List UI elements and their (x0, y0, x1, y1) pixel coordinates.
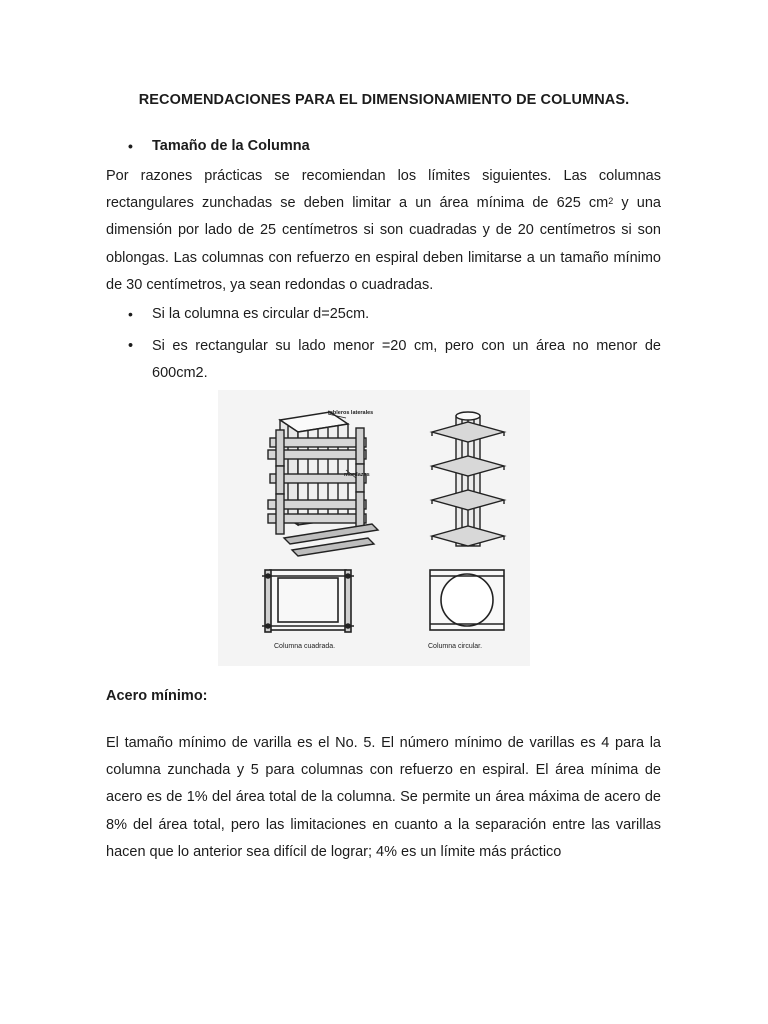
bullet-text: Si es rectangular su lado menor =20 cm, pero con un área no menor de 600cm2. (152, 338, 661, 382)
column-size-paragraph (106, 163, 661, 299)
bullet-text: Si la columna es circular d=25cm. (152, 306, 370, 322)
superscript-two: 2 (608, 196, 614, 207)
column-formwork-figure (218, 390, 530, 666)
square-column-drawing (268, 412, 378, 556)
label-columna-circular: Columna circular. (428, 643, 483, 650)
circular-column-plan (430, 570, 504, 630)
bullet-icon: • (128, 306, 133, 322)
bullet-icon: • (128, 138, 133, 154)
page-title: RECOMENDACIONES PARA EL DIMENSIONAMIENTO DE COLUMNAS. (138, 92, 630, 108)
formwork-illustration (218, 390, 530, 666)
paragraph-text-b: y una dimensión por lado de 25 centímetros si son cuadradas y de 20 centímetros si son oblongas. Las columnas con refuerzo en espiral deben limitarse a un tamaño mínimo de 30 centímetros, ya sean redondas o cuadradas. (106, 195, 661, 293)
label-columna-cuadrada: Columna cuadrada. (274, 643, 336, 650)
paragraph-text-a: Por razones prácticas se recomiendan los límites siguientes. Las columnas rectangulares zunchadas se deben limitar a un área mínima de 625 cm (106, 168, 661, 212)
circular-column-drawing (432, 412, 504, 546)
square-column-plan (262, 570, 354, 632)
min-steel-paragraph: El tamaño mínimo de varilla es el No. 5. El número mínimo de varillas es 4 para la columna zunchada y 5 para columnas con refuerzo en espiral. El área mínima de acero es de 1% del área total de la columna. Se permite un área máxima de acero de 8% del área total, pero las limitaciones en cuanto a la separación entre las varillas hacen que lo anterior sea difícil de lograr; 4% es un límite más práctico (106, 735, 661, 860)
section-heading-text: Tamaño de la Columna (152, 138, 310, 154)
section-heading-min-steel: Acero mínimo: (106, 688, 208, 704)
label-mordazas: mordazas (344, 472, 370, 478)
label-tableros: tableros laterales (328, 410, 374, 416)
bullet-icon: • (128, 338, 134, 354)
